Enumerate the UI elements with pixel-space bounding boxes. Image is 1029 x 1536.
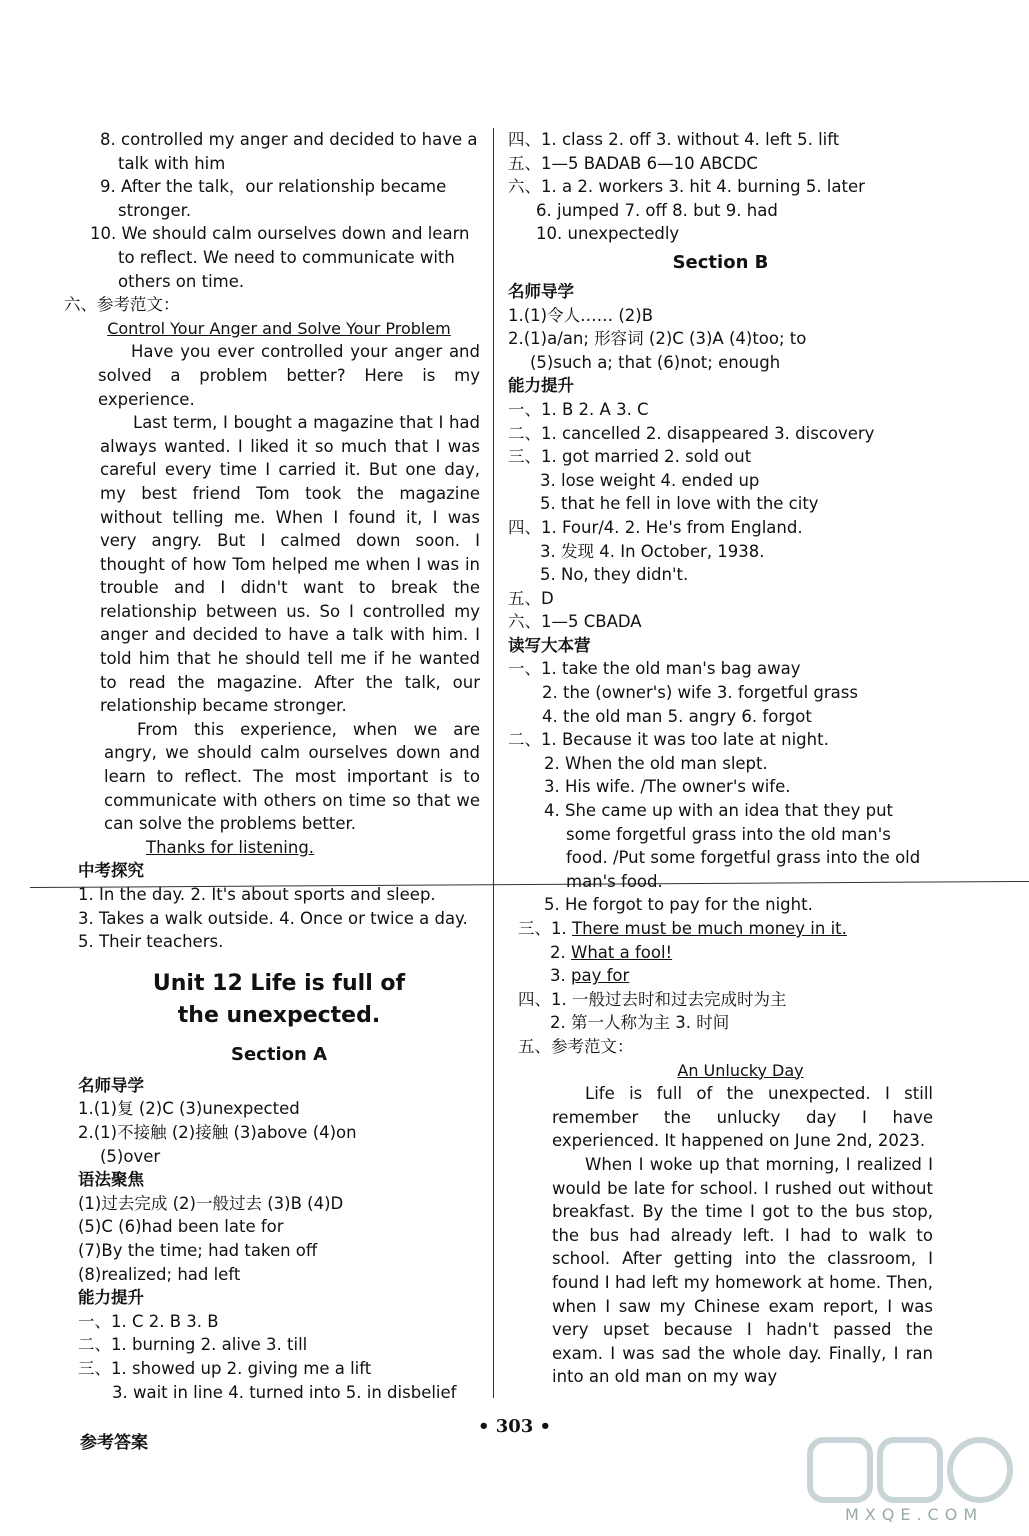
r-nengli-line-5: 5. that he fell in love with the city [540,494,819,514]
duxie-2-line-5: some forgetful grass into the old man's [566,824,891,844]
r-top-line-4: 6. jumped 7. off 8. but 9. had [536,200,778,220]
nengli-line-2: 二、1. burning 2. alive 3. till [78,1335,308,1355]
nengli-line-1: 一、1. C 2. B 3. B [78,1311,219,1331]
column-divider [493,128,494,1398]
essay-paragraph-1: Have you ever controlled your anger and solved a problem better? Here is my experience. [98,342,480,409]
yufa-heading: 语法聚焦 [78,1170,144,1190]
duxie-2-line-6: food. /Put some forgetful grass into the old [566,848,921,868]
essay-paragraph-3: From this experience, when we are angry, we should calm ourselves down and learn to reflect. The most important is to communicate with others on time so that we can solve the problems better. [104,719,480,834]
duxie-2-line-3: 3. His wife. /The owner's wife. [544,777,791,797]
zhongkao-line-2: 3. Takes a walk outside. 4. Once or twice a day. [78,908,468,928]
mingshi-line-3: (5)over [100,1146,161,1166]
r-essay-title: An Unlucky Day [677,1060,804,1080]
r-top-line-1: 四、1. class 2. off 3. without 4. left 5. lift [508,130,840,149]
mingshi-line-1: 1.(1)复 (2)C (3)unexpected [78,1099,300,1119]
yufa-line-3: (7)By the time; had taken off [78,1240,318,1260]
answer-10-cont: to reflect. We need to communicate with [118,247,455,267]
essay-title: Control Your Anger and Solve Your Problem [107,318,451,338]
r-nengli-line-1: 一、1. B 2. A 3. C [508,399,649,419]
answer-9: 9. After the talk，our relationship became [100,177,447,197]
r-essay-paragraph-2: When I woke up that morning, I realized I would be late for school. I rushed out without breakfast. By the time I got to the bus stop, the bus had already left. I had to walk to school. After getting into the classroom, I found I had left my homework at home. Then, when I saw my Chinese exam report, I was very upset because I hadn't passed the exam. I was sad the whole day. Finally, I ran into an old man on my way [552,1154,933,1387]
duxie-1-line-3: 4. the old man 5. angry 6. forgot [542,706,812,726]
duxie-1-line-2: 2. the (owner's) wife 3. forgetful grass [542,683,858,703]
zhongkao-heading: 中考探究 [78,861,144,881]
r-nengli-line-9: 五、D [508,588,554,608]
essay-paragraph-2: Last term, I bought a magazine that I had always wanted. I liked it so much that I was careful every time I carried it. But one day, my best friend Tom took the magazine without telling me. When I found it, I was very angry. But I calmed down soon. I thought of how Tom helped me when I was in trouble and I didn't want to break the relationship between us. So I controlled my anger and decided to have a talk with him. I told him that he should tell me if he wanted to read the magazine. After the talk, our relationship became stronger. [100,413,480,716]
unit-title-line-1: Unit 12 Life is full of [152,970,406,996]
duxie-2-line-7: man's food. [566,871,663,891]
r-nengli-line-8: 5. No, they didn't. [540,565,689,585]
mingshi-heading: 名师导学 [78,1075,144,1095]
zhongkao-line-3: 5. Their teachers. [78,932,224,952]
r-top-line-5: 10. unexpectedly [536,224,680,244]
watermark-text: MXQE.COM [845,1505,984,1524]
r-nengli-line-4: 3. lose weight 4. ended up [540,470,760,490]
nengli-line-4: 3. wait in line 4. turned into 5. in disbelief [112,1382,457,1402]
right-column [508,128,933,1389]
yufa-line-1: (1)过去完成 (2)一般过去 (3)B (4)D [78,1193,344,1213]
duxie-3-line-2: 2. What a fool! [550,942,673,962]
duxie-4-line-1: 四、1. 一般过去时和过去完成时为主 [518,989,787,1009]
r-nengli-line-10: 六、1—5 CBADA [508,612,642,632]
nengli-heading: 能力提升 [78,1288,144,1308]
r-mingshi-heading: 名师导学 [508,281,574,301]
section-b-heading: Section B [672,251,769,273]
essay-closing: Thanks for listening. [146,837,315,857]
r-nengli-line-3: 三、1. got married 2. sold out [508,447,752,467]
r-sample-essay-label: 五、参考范文： [518,1036,634,1056]
yufa-line-4: (8)realized; had left [78,1264,241,1284]
duxie-2-line-4: 4. She came up with an idea that they put [544,801,894,821]
r-nengli-line-2: 二、1. cancelled 2. disappeared 3. discovery [508,423,875,443]
duxie-4-line-2: 2. 第一人称为主 3. 时间 [550,1013,730,1033]
duxie-heading: 读写大本营 [508,635,591,655]
duxie-2-line-8: 5. He forgot to pay for the night. [544,895,813,915]
footer-label: 参考答案 [80,1433,148,1453]
duxie-3-line-3: 3. pay for [550,966,630,986]
yufa-line-2: (5)C (6)had been late for [78,1217,284,1237]
answer-10-cont2: others on time. [118,271,245,291]
left-column [64,128,480,1404]
r-nengli-heading: 能力提升 [508,376,574,396]
r-essay-paragraph-1: Life is full of the unexpected. I still remember the unlucky day I have experienced. It happened on June 2nd, 2023. [552,1084,933,1151]
r-top-line-3: 六、1. a 2. workers 3. hit 4. burning 5. later [508,177,865,197]
nengli-line-3: 三、1. showed up 2. giving me a lift [78,1358,372,1378]
r-mingshi-line-2: 2.(1)a/an; 形容词 (2)C (3)A (4)too; to [508,329,807,349]
answer-8: 8. controlled my anger and decided to have a [100,130,478,149]
answer-8-cont: talk with him [118,153,226,173]
answer-9-cont: stronger. [118,200,192,220]
r-nengli-line-6: 四、1. Four/4. 2. He's from England. [508,517,803,537]
r-mingshi-line-1: 1.(1)令人…… (2)B [508,305,654,325]
r-top-line-2: 五、1—5 BADAB 6—10 ABCDC [508,153,758,173]
r-mingshi-line-3: (5)such a; that (6)not; enough [530,352,781,372]
page-number: • 303 • [477,1416,552,1437]
sample-essay-label: 六、参考范文： [64,295,180,315]
duxie-2-line-1: 二、1. Because it was too late at night. [508,730,829,750]
duxie-2-line-2: 2. When the old man slept. [544,753,768,773]
answer-10: 10. We should calm ourselves down and learn [90,224,470,244]
duxie-3-line-1: 三、1. There must be much money in it. [518,919,847,938]
unit-title-line-2: the unexpected. [177,1002,381,1028]
section-a-heading: Section A [231,1043,327,1065]
zhongkao-line-1: 1. In the day. 2. It's about sports and sleep. [78,885,436,904]
r-nengli-line-7: 3. 发现 4. In October, 1938. [540,541,765,561]
duxie-1-line-1: 一、1. take the old man's bag away [508,659,801,679]
mingshi-line-2: 2.(1)不接触 (2)接触 (3)above (4)on [78,1122,357,1142]
